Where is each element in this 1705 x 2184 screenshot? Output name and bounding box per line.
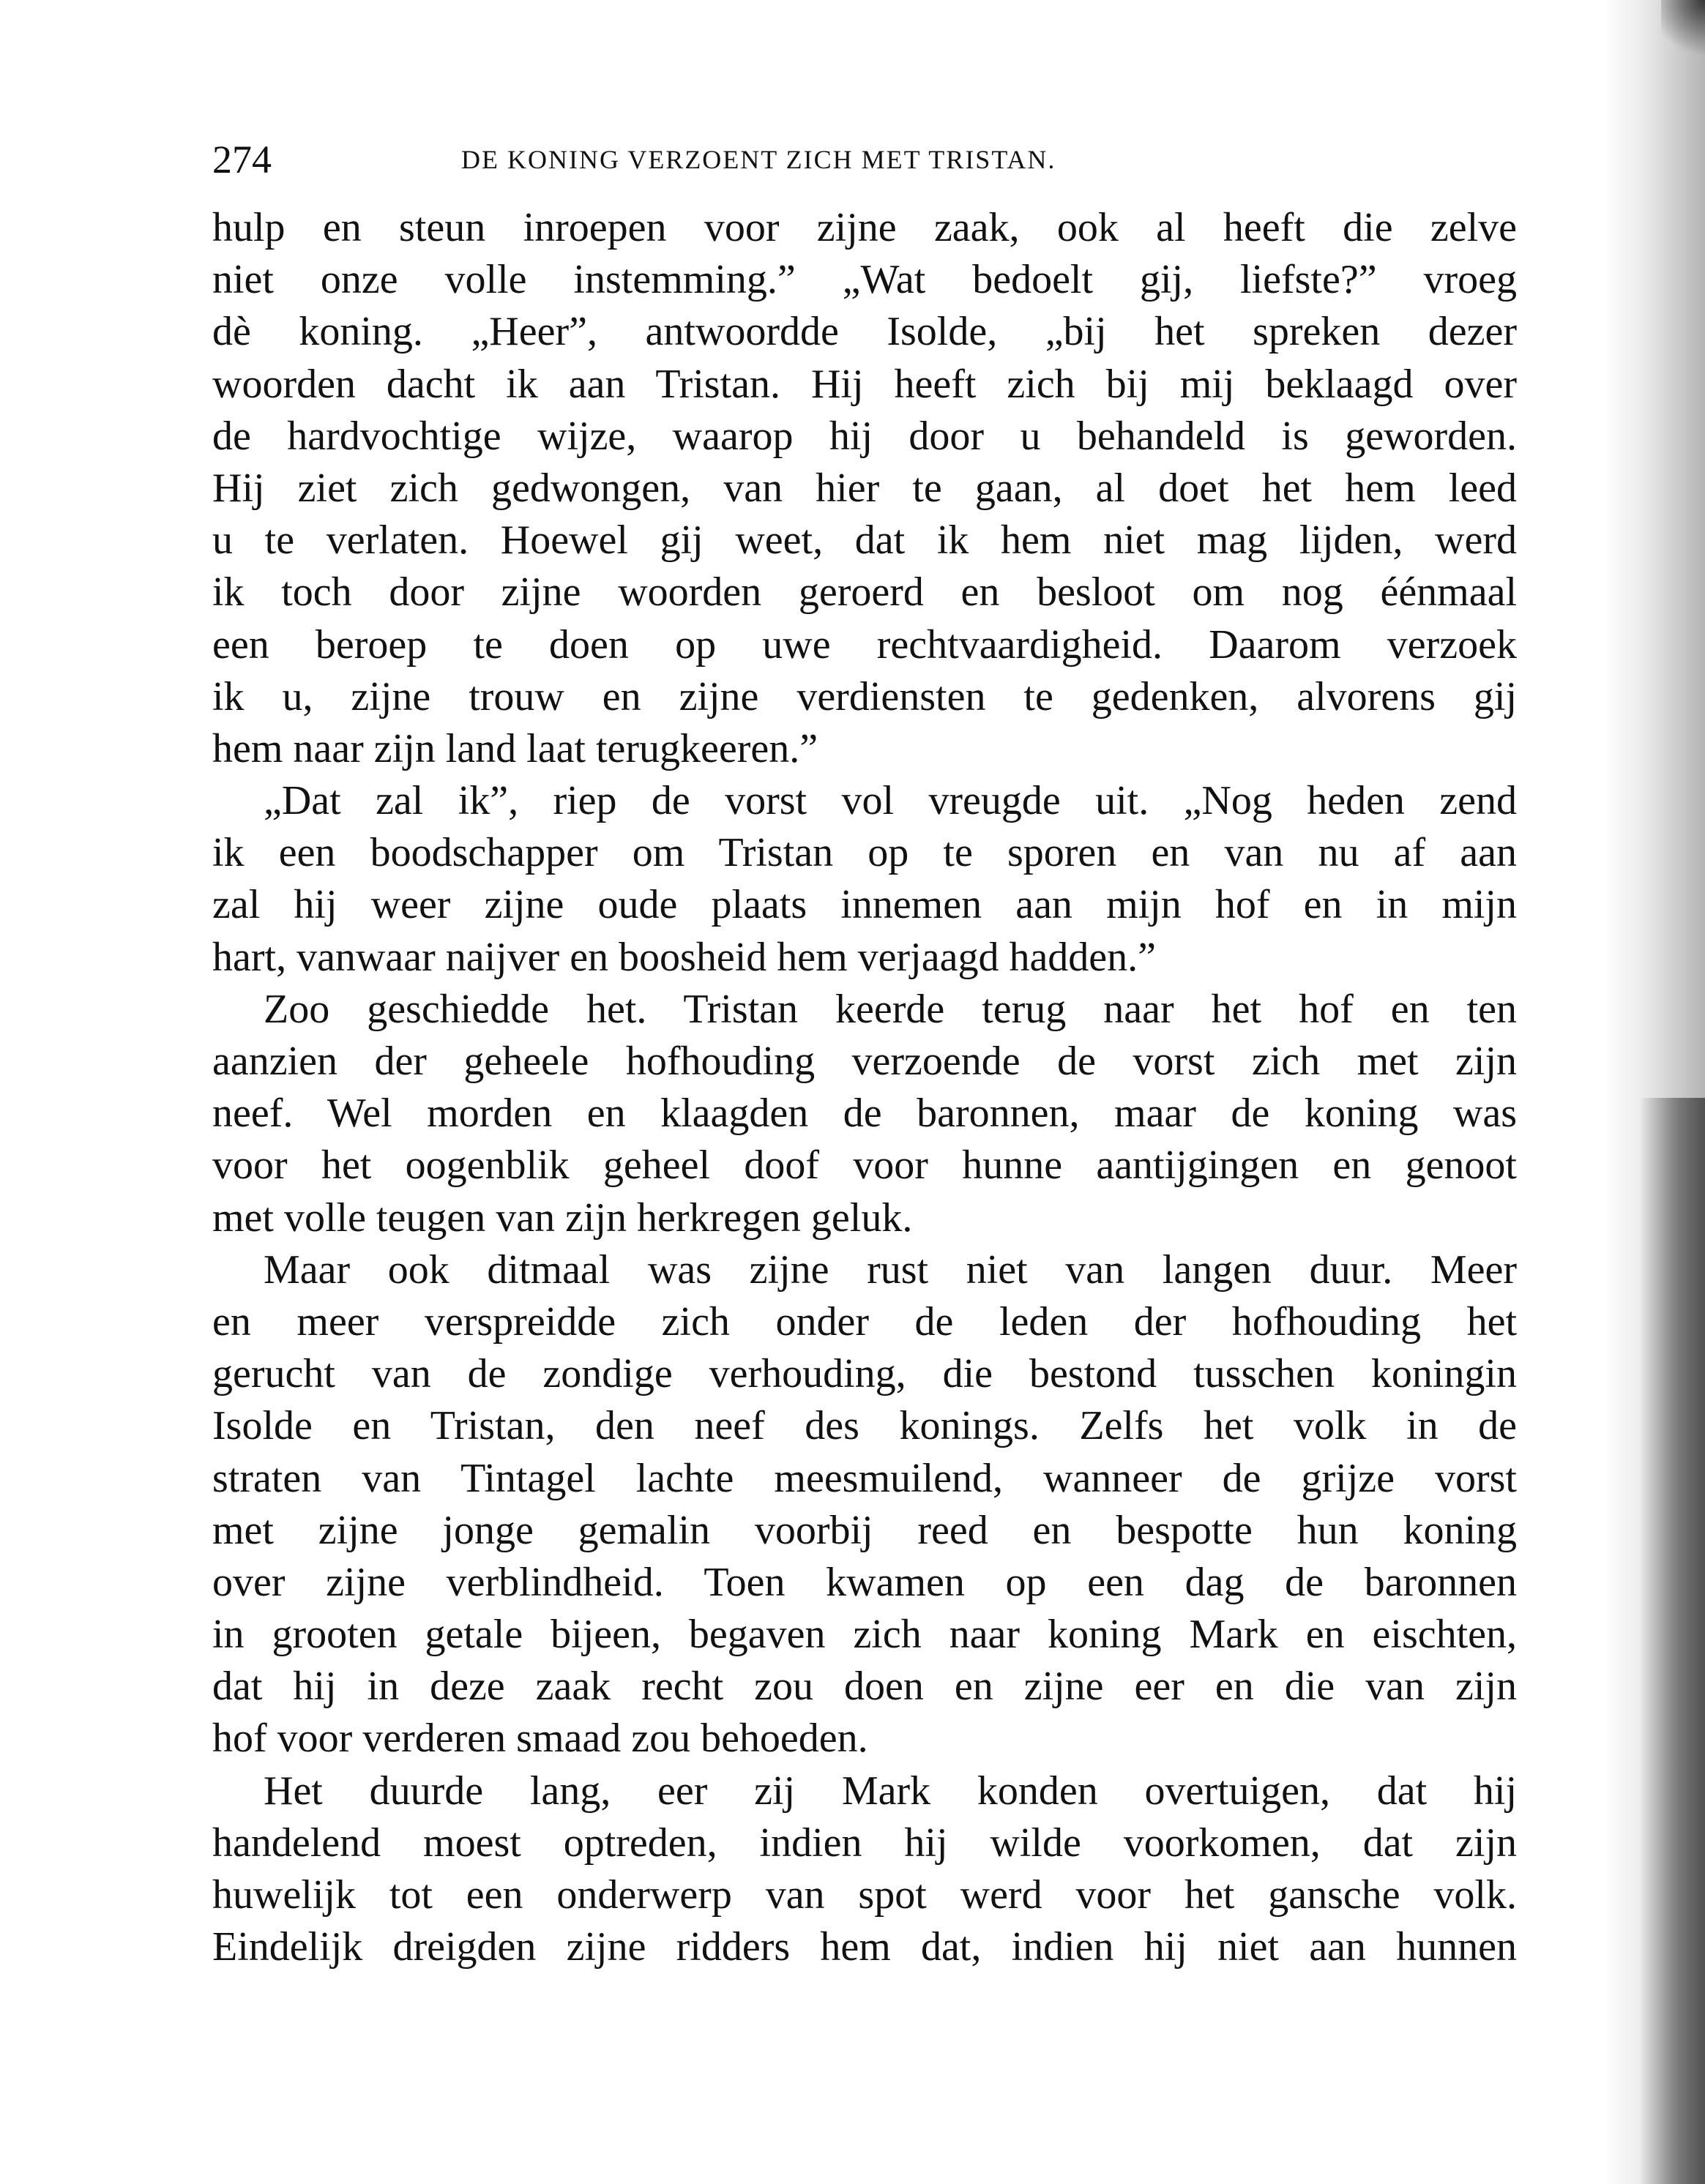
text-line: en meer verspreidde zich onder de leden der hofhouding het: [212, 1298, 1517, 1345]
text-line: hem naar zijn land laat terugkeeren.”: [212, 725, 818, 771]
text-line: Maar ook ditmaal was zijne rust niet van langen duur. Meer: [264, 1246, 1517, 1293]
text-line: Eindelijk dreigden zijne ridders hem dat, indien hij niet aan hunnen: [212, 1924, 1517, 1970]
text-line: met zijne jonge gemalin voorbij reed en bespotte hun koning: [212, 1507, 1517, 1553]
text-line: woorden dacht ik aan Tristan. Hij heeft zich bij mij beklaagd over: [212, 361, 1517, 407]
text-line: voor het oogenblik geheel doof voor hunne aantijgingen en genoot: [212, 1143, 1517, 1189]
body-text: [212, 202, 1517, 1973]
text-line: ik u, zijne trouw en zijne verdiensten te gedenken, alvorens gij: [212, 673, 1517, 719]
scan-edge-shadow-dark: [1639, 1098, 1705, 2184]
text-line: ik een boodschapper om Tristan op te sporen en van nu af aan: [212, 830, 1517, 876]
running-head: DE KONING VERZOENT ZICH MET TRISTAN.: [461, 145, 1056, 174]
text-line: de hardvochtige wijze, waarop hij door u behandeld is geworden.: [212, 413, 1517, 459]
text-line: Isolde en Tristan, den neef des konings. Zelfs het volk in de: [212, 1403, 1517, 1449]
text-line: hof voor verderen smaad zou behoeden.: [212, 1716, 868, 1762]
text-line: aanzien der geheele hofhouding verzoende de vorst zich met zijn: [212, 1039, 1517, 1084]
text-line: straten van Tintagel lachte meesmuilend, wanneer de grijze vorst: [212, 1455, 1517, 1501]
text-line: zal hij weer zijne oude plaats innemen aan mijn hof en in mijn: [212, 882, 1517, 928]
text-line: over zijne verblindheid. Toen kwamen op een dag de baronnen: [212, 1559, 1517, 1605]
text-line: een beroep te doen op uwe rechtvaardigheid. Daarom verzoek: [212, 621, 1517, 667]
text-line: u te verlaten. Hoewel gij weet, dat ik hem niet mag lijden, werd: [212, 517, 1517, 564]
text-line: neef. Wel morden en klaagden de baronnen, maar de koning was: [212, 1091, 1517, 1137]
scan-corner-mark: [1661, 0, 1705, 66]
text-line: Hij ziet zich gedwongen, van hier te gaan, al doet het hem leed: [212, 465, 1517, 511]
text-line: handelend moest optreden, indien hij wilde voorkomen, dat zijn: [212, 1820, 1517, 1866]
text-line: met volle teugen van zijn herkregen geluk.: [212, 1194, 913, 1241]
text-line: Zoo geschiedde het. Tristan keerde terug naar het hof en ten: [264, 986, 1517, 1032]
text-line: „Dat zal ik”, riep de vorst vol vreugde uit. „Nog heden zend: [264, 778, 1517, 824]
text-line: in grooten getale bijeen, begaven zich naar koning Mark en eischten,: [212, 1612, 1517, 1658]
text-line: Het duurde lang, eer zij Mark konden overtuigen, dat hij: [264, 1768, 1517, 1814]
page-number: 274: [212, 138, 272, 182]
text-line: gerucht van de zondige verhouding, die bestond tusschen koningin: [212, 1351, 1517, 1397]
text-line: hart, vanwaar naijver en boosheid hem verjaagd hadden.”: [212, 934, 1157, 980]
text-line: ik toch door zijne woorden geroerd en besloot om nog éénmaal: [212, 569, 1517, 616]
text-line: dè koning. „Heer”, antwoordde Isolde, „bij het spreken dezer: [212, 309, 1517, 355]
text-line: huwelijk tot een onderwerp van spot werd voor het gansche volk.: [212, 1872, 1517, 1918]
text-line: dat hij in deze zaak recht zou doen en zijne eer en die van zijn: [212, 1664, 1517, 1710]
text-line: niet onze volle instemming.” „Wat bedoelt gij, liefste?” vroeg: [212, 257, 1517, 303]
text-line: hulp en steun inroepen voor zijne zaak, ook al heeft die zelve: [212, 205, 1517, 250]
